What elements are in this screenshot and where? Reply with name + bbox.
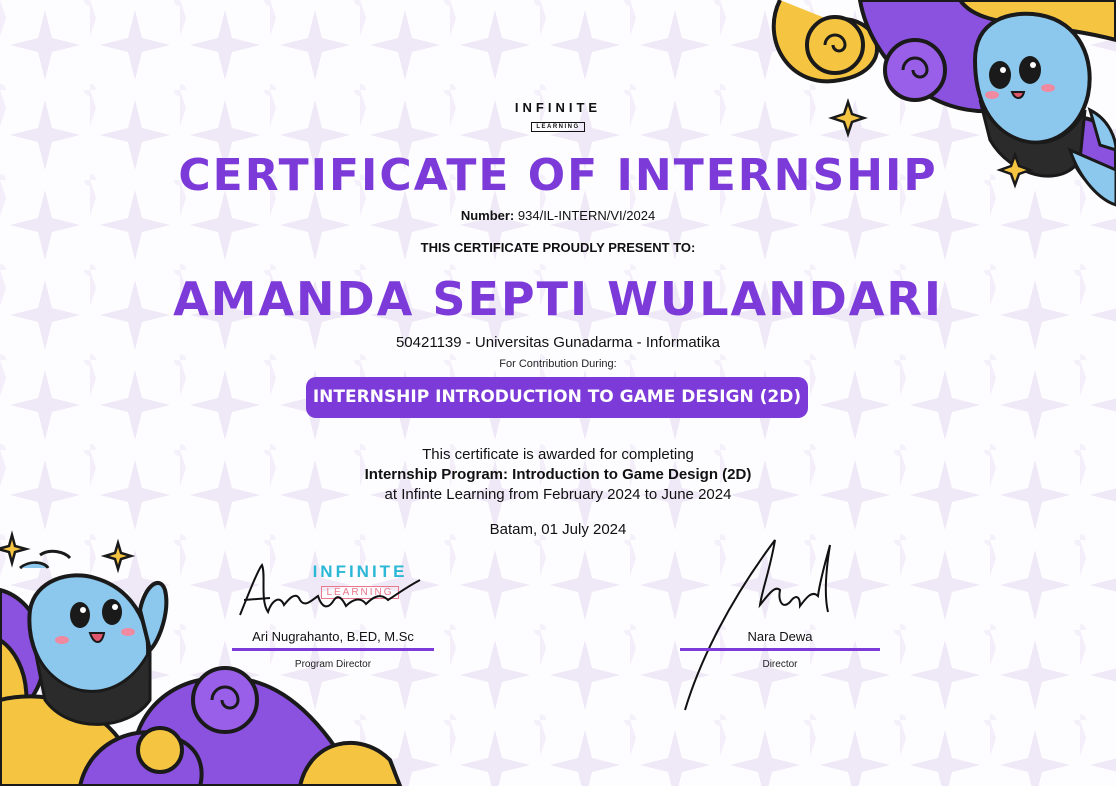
contribution-label: For Contribution During: [499, 358, 617, 370]
right-signature-line [680, 648, 880, 651]
certificate-title: CERTIFICATE OF INTERNSHIP [178, 150, 938, 201]
award-line-2: Internship Program: Introduction to Game Design (2D) [364, 466, 752, 483]
place-date: Batam, 01 July 2024 [489, 521, 627, 538]
award-line-1: This certificate is awarded for completing [422, 446, 694, 463]
recipient-details: 50421139 - Universitas Gunadarma - Informatika [395, 334, 721, 351]
recipient-name: AMANDA SEPTI WULANDARI [173, 272, 943, 326]
brand-logo-sub: LEARNING [531, 122, 584, 132]
program-badge: INTERNSHIP INTRODUCTION TO GAME DESIGN (2D) [306, 377, 808, 418]
certificate-number-label: Number: [460, 208, 515, 223]
right-signatory-name: Nara Dewa [747, 629, 813, 644]
award-line-3: at Infinte Learning from February 2024 to June 2024 [384, 486, 732, 503]
left-signatory-name: Ari Nugrahanto, B.ED, M.Sc [252, 629, 414, 644]
left-signatory-role: Program Director [294, 659, 372, 670]
stamp-word: INFINITE [312, 562, 408, 581]
right-signatory-role: Director [762, 659, 798, 670]
certificate-number-value: 934/IL-INTERN/VI/2024 [517, 208, 656, 223]
present-line: THIS CERTIFICATE PROUDLY PRESENT TO: [420, 240, 696, 255]
brand-logo-word: INFINITE [514, 100, 602, 115]
stamp-sub: LEARNING [321, 586, 398, 599]
